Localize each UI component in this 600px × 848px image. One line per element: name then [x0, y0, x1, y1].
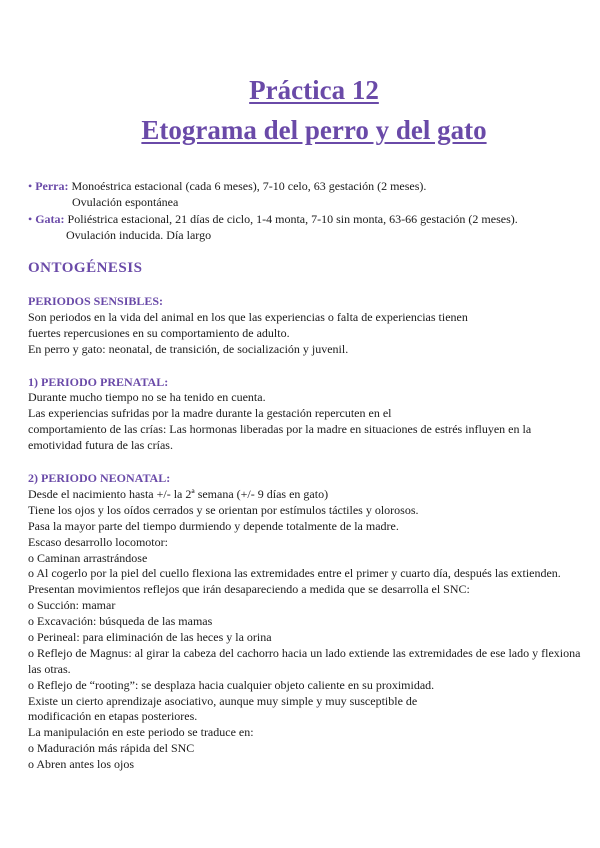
text-line: o Reflejo de “rooting”: se desplaza hacia cualquier objeto caliente en su proximidad.	[28, 677, 435, 692]
species-perra	[28, 179, 426, 194]
text-line: o Abren antes los ojos	[28, 757, 134, 772]
bullet: •	[28, 179, 33, 193]
text-line: fuertes repercusiones en su comportamiento de adulto.	[28, 325, 290, 340]
text-line: las otras.	[28, 661, 71, 676]
species-label: Gata:	[35, 212, 65, 226]
text-line: La manipulación en este periodo se traduce en:	[28, 725, 254, 740]
species-label: Perra:	[35, 179, 69, 193]
text-line: Desde el nacimiento hasta +/- la 2ª semana (+/- 9 días en gato)	[28, 487, 329, 501]
text-line: Son periodos en la vida del animal en los que las experiencias o falta de experiencias tienen	[28, 310, 468, 324]
species-perra-extra: Ovulación espontánea	[72, 195, 179, 209]
text-line: Las experiencias sufridas por la madre durante la gestación repercuten en el	[28, 405, 392, 420]
text-line: o Al cogerlo por la piel del cuello flexiona las extremidades entre el primer y cuarto día, después las extienden.	[28, 566, 561, 581]
text-line: En perro y gato: neonatal, de transición, de socialización y juvenil.	[28, 341, 349, 356]
text-line: o Excavación: búsqueda de las mamas	[28, 614, 213, 629]
page-title: Práctica 12	[249, 75, 379, 105]
text-line: comportamiento de las crías: Las hormonas liberadas por la madre en situaciones de estrés influyen en la	[28, 421, 532, 436]
section-body	[28, 487, 580, 773]
species-text: Monoéstrica estacional (cada 6 meses), 7-10 celo, 63 gestación (2 meses).	[71, 179, 427, 193]
text-line: modificación en etapas posteriores.	[28, 709, 198, 724]
page-subtitle: Etograma del perro y del gato	[141, 115, 487, 145]
bullet: •	[28, 212, 33, 226]
text-line: o Perineal: para eliminación de las heces y la orina	[28, 630, 272, 645]
section-title: ONTOGÉNESIS	[28, 260, 143, 276]
text-line: emotividad futura de las crías.	[28, 437, 173, 452]
text-line: Existe un cierto aprendizaje asociativo, aunque muy simple y muy susceptible de	[28, 693, 418, 708]
text-line: o Maduración más rápida del SNC	[28, 741, 195, 756]
section-body	[28, 390, 531, 454]
species-gata	[28, 212, 518, 227]
text-line: Escaso desarrollo locomotor:	[28, 534, 168, 549]
text-line: Durante mucho tiempo no se ha tenido en cuenta.	[28, 390, 266, 404]
species-gata-extra: Ovulación inducida. Día largo	[66, 228, 212, 242]
section-heading: PERIODOS SENSIBLES:	[28, 294, 164, 308]
text-line: o Succión: mamar	[28, 598, 116, 613]
species-text: Poliéstrica estacional, 21 días de ciclo, 1-4 monta, 7-10 sin monta, 63-66 gestación (2 meses).	[67, 212, 518, 226]
text-line: Pasa la mayor parte del tiempo durmiendo y depende totalmente de la madre.	[28, 518, 399, 533]
text-line: o Reflejo de Magnus: al girar la cabeza del cachorro hacia un lado extiende las extremidades de ese lado y flexiona	[28, 645, 581, 660]
text-line: Presentan movimientos reflejos que irán desapareciendo a medida que se desarrolla el SNC:	[28, 582, 470, 597]
section-heading: 1) PERIODO PRENATAL:	[28, 375, 169, 389]
text-line: o Caminan arrastrándose	[28, 550, 148, 565]
section-body	[28, 310, 468, 358]
section-heading: 2) PERIODO NEONATAL:	[28, 471, 171, 485]
text-line: Tiene los ojos y los oídos cerrados y se orientan por estímulos táctiles y olorosos.	[28, 502, 419, 517]
